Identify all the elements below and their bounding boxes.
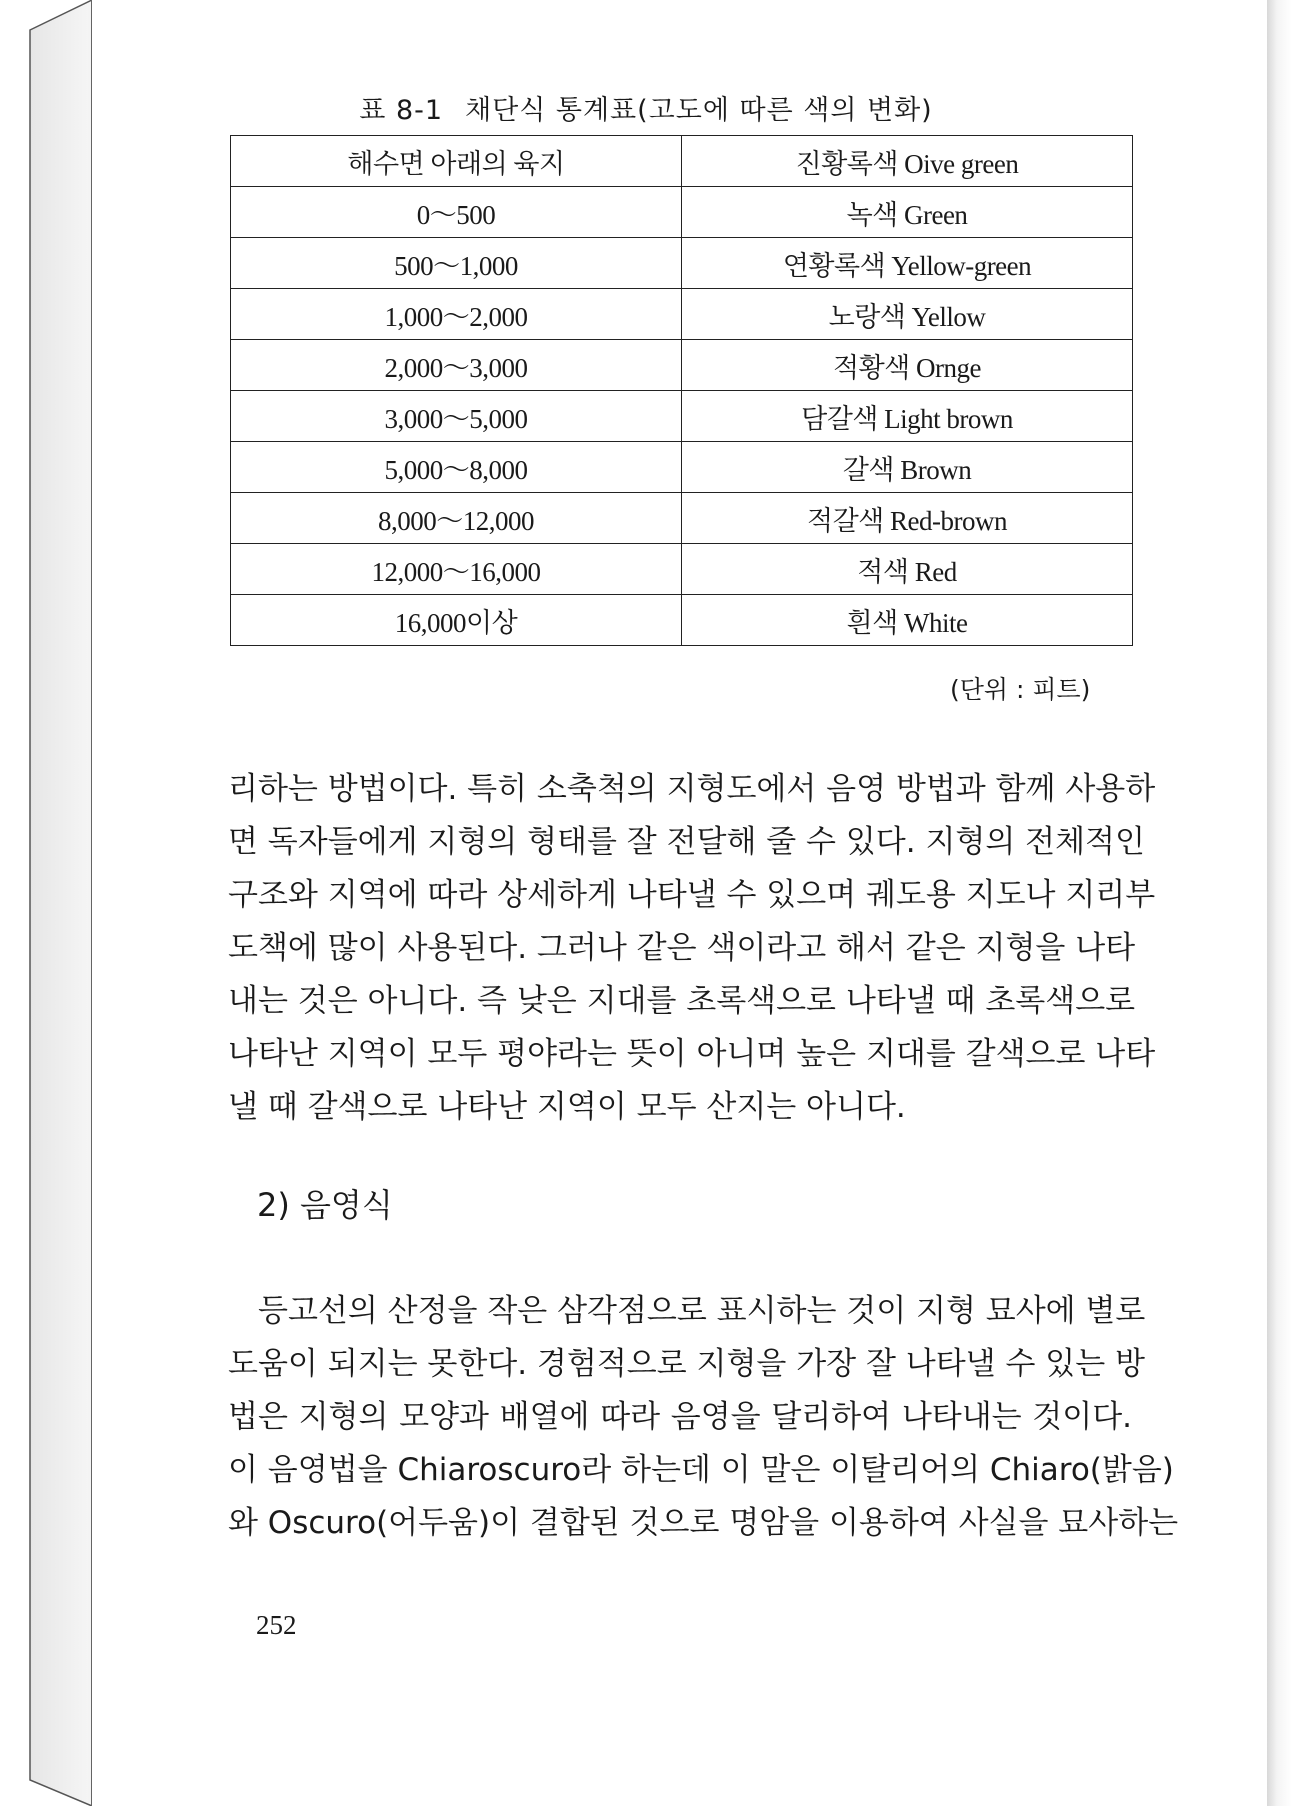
table-cell-color: 노랑색 Yellow (682, 289, 1133, 340)
text-line: 구조와 지역에 따라 상세하게 나타낼 수 있으며 궤도용 지도나 지리부 (228, 877, 1156, 913)
table-cell-altitude: 1,000～2,000 (231, 289, 682, 340)
table-cell-color: 갈색 Brown (682, 442, 1133, 493)
table-cell-color: 적황색 Ornge (682, 340, 1133, 391)
table-cell-altitude: 12,000～16,000 (231, 544, 682, 595)
table-cell-color: 녹색 Green (682, 187, 1133, 238)
table-row (231, 442, 1133, 493)
table-cell-altitude: 0～500 (231, 187, 682, 238)
table-cell-altitude: 8,000～12,000 (231, 493, 682, 544)
text-line: 내는 것은 아니다. 즉 낮은 지대를 초록색으로 나타낼 때 초록색으로 (228, 983, 1136, 1019)
table-title: 채단식 통계표(고도에 따른 색의 변화) (465, 95, 933, 126)
table-cell-altitude: 해수면 아래의 육지 (231, 136, 682, 187)
table-row (231, 493, 1133, 544)
altitude-color-table (230, 135, 1133, 646)
table-row (231, 289, 1133, 340)
table-cell-color: 진황록색 Oive green (682, 136, 1133, 187)
table-cell-altitude: 3,000～5,000 (231, 391, 682, 442)
section-heading: 2) 음영식 (257, 1186, 393, 1224)
table-number: 표 8-1 (359, 95, 444, 126)
table-row (231, 238, 1133, 289)
text-line: 법은 지형의 모양과 배열에 따라 음영을 달리하여 나타내는 것이다. (228, 1399, 1132, 1435)
table-row (231, 391, 1133, 442)
text-line: 도책에 많이 사용된다. 그러나 같은 색이라고 해서 같은 지형을 나타 (228, 930, 1136, 966)
table-cell-color: 흰색 White (682, 595, 1133, 646)
text-line: 등고선의 산정을 작은 삼각점으로 표시하는 것이 지형 묘사에 별로 (258, 1293, 1146, 1329)
unit-note: (단위 : 피트) (950, 675, 1091, 704)
table-row (231, 595, 1133, 646)
table-cell-color: 적갈색 Red-brown (682, 493, 1133, 544)
table-cell-color: 담갈색 Light brown (682, 391, 1133, 442)
table-cell-altitude: 500～1,000 (231, 238, 682, 289)
page-number: 252 (256, 1610, 297, 1640)
table-row (231, 187, 1133, 238)
text-line: 나타난 지역이 모두 평야라는 뜻이 아니며 높은 지대를 갈색으로 나타 (228, 1036, 1156, 1072)
paragraph-color-method (228, 763, 1156, 1134)
text-line: 와 Oscuro(어두움)이 결합된 것으로 명암을 이용하여 사실을 묘사하는 (228, 1505, 1179, 1541)
table-row (231, 340, 1133, 391)
text-line: 도움이 되지는 못한다. 경험적으로 지형을 가장 잘 나타낼 수 있는 방 (228, 1346, 1145, 1382)
table-cell-color: 적색 Red (682, 544, 1133, 595)
table-cell-color: 연황록색 Yellow-green (682, 238, 1133, 289)
table-cell-altitude: 2,000～3,000 (231, 340, 682, 391)
text-line: 낼 때 갈색으로 나타난 지역이 모두 산지는 아니다. (228, 1089, 906, 1125)
text-line: 면 독자들에게 지형의 형태를 잘 전달해 줄 수 있다. 지형의 전체적인 (228, 824, 1145, 860)
table-cell-altitude: 5,000～8,000 (231, 442, 682, 493)
table-cell-altitude: 16,000이상 (231, 595, 682, 646)
text-line: 리하는 방법이다. 특히 소축척의 지형도에서 음영 방법과 함께 사용하 (228, 771, 1156, 807)
table-caption (0, 88, 1292, 127)
page-edge-shadow (1267, 0, 1292, 1806)
table-row (231, 136, 1133, 187)
text-line: 이 음영법을 Chiaroscuro라 하는데 이 말은 이탈리어의 Chiaro(밝음) (228, 1452, 1174, 1488)
table-row (231, 544, 1133, 595)
paragraph-shading-method (228, 1285, 1179, 1550)
